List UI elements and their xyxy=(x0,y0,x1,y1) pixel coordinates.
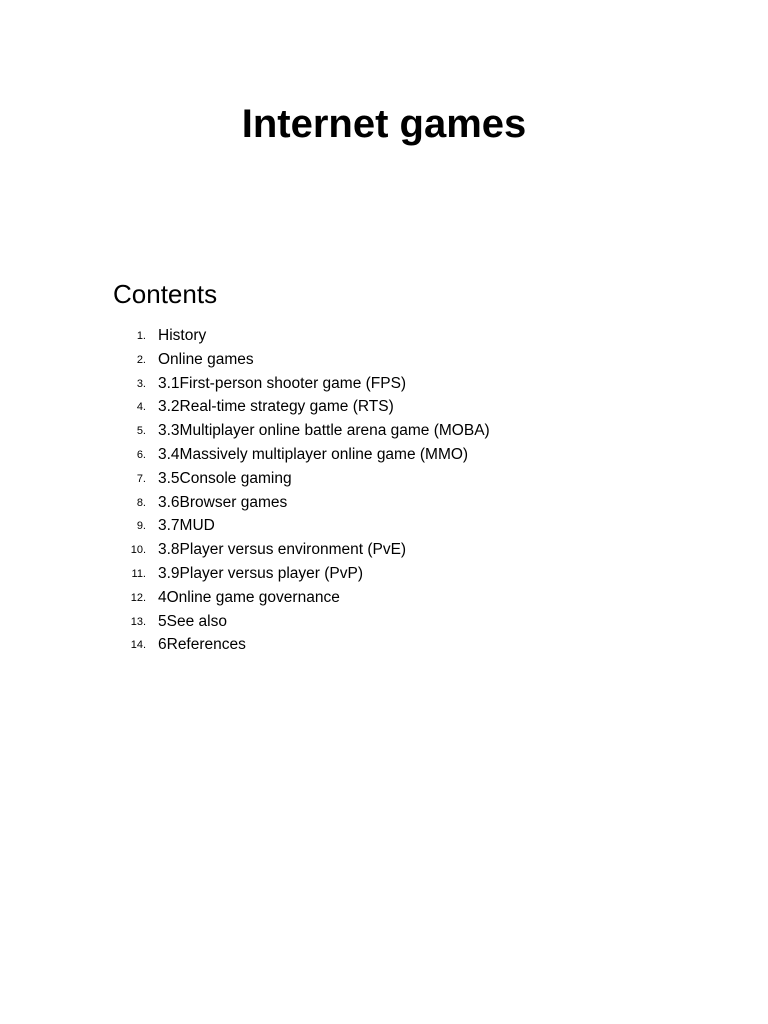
toc-item xyxy=(0,514,768,538)
toc-item-label: 3.3Multiplayer online battle arena game (MOBA) xyxy=(158,422,490,440)
toc-item xyxy=(0,538,768,562)
toc-item xyxy=(0,467,768,491)
toc-item-number: 13. xyxy=(130,615,146,628)
toc-item-number: 7. xyxy=(136,472,146,485)
toc-item-label: 6References xyxy=(158,636,246,654)
toc-item-number: 9. xyxy=(136,520,146,533)
toc-item-label: 4Online game governance xyxy=(158,588,340,606)
toc-item-label: 3.2Real-time strategy game (RTS) xyxy=(158,398,394,416)
toc-item xyxy=(0,372,768,396)
toc-item-number: 8. xyxy=(136,496,146,509)
toc-item-label: 3.4Massively multiplayer online game (MMO) xyxy=(158,445,469,463)
toc-item xyxy=(0,491,768,515)
toc-item xyxy=(0,633,768,657)
toc-item-number: 4. xyxy=(136,401,146,414)
toc-item xyxy=(0,419,768,443)
toc-item-label: 3.5Console gaming xyxy=(158,469,292,487)
toc-item-number: 14. xyxy=(130,639,146,652)
toc-item xyxy=(0,562,768,586)
toc-item-number: 10. xyxy=(130,544,146,557)
toc-item xyxy=(0,610,768,634)
toc-item-number: 12. xyxy=(130,591,146,604)
toc-item xyxy=(0,443,768,467)
toc-item-label: 3.9Player versus player (PvP) xyxy=(158,564,364,582)
contents-heading: Contents xyxy=(113,279,218,309)
toc-item xyxy=(0,348,768,372)
toc-item-label: History xyxy=(158,327,207,344)
toc-item xyxy=(0,586,768,610)
toc-item-number: 1. xyxy=(136,330,146,342)
toc-item-number: 11. xyxy=(131,567,146,580)
toc-item xyxy=(0,324,768,348)
toc-item-number: 2. xyxy=(136,353,146,366)
table-of-contents xyxy=(0,324,768,657)
toc-item-number: 3. xyxy=(136,377,146,390)
toc-item-label: 3.1First-person shooter game (FPS) xyxy=(158,374,407,392)
document-title: Internet games xyxy=(241,102,527,146)
toc-item-number: 5. xyxy=(136,425,146,438)
toc-item-label: Online games xyxy=(158,350,254,368)
toc-item-number: 6. xyxy=(136,448,146,461)
toc-item-label: 3.6Browser games xyxy=(158,493,288,511)
toc-item xyxy=(0,395,768,419)
toc-item-label: 5See also xyxy=(158,612,227,630)
toc-item-label: 3.7MUD xyxy=(158,517,215,535)
toc-item-label: 3.8Player versus environment (PvE) xyxy=(158,541,407,559)
